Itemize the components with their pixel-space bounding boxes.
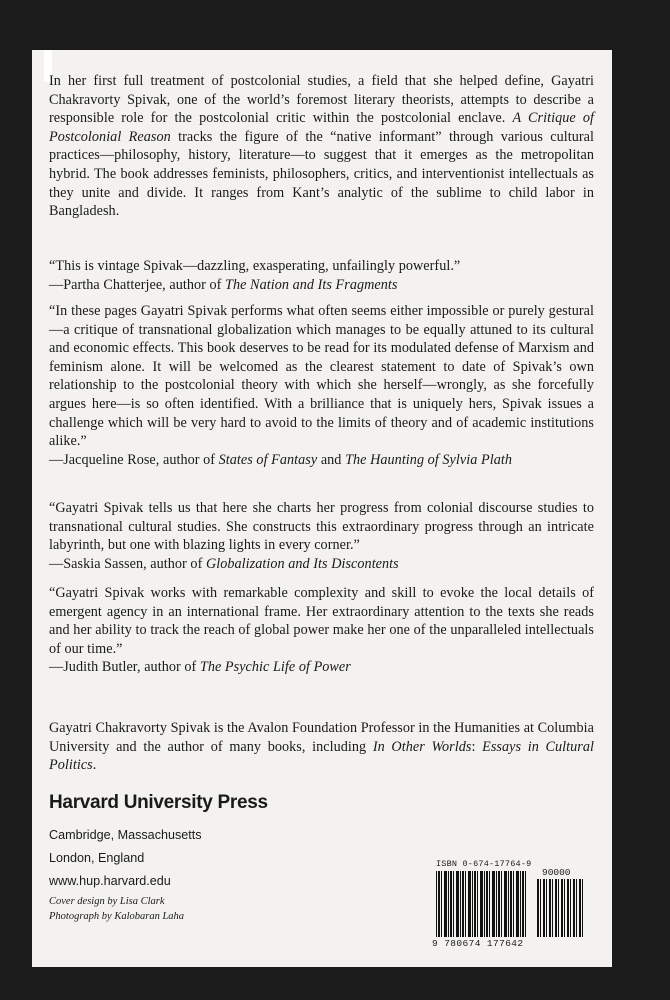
isbn-label: ISBN 0-674-17764-9 [436,859,532,869]
quote-text: “Gayatri Spivak tells us that here she charts her progress from colonial discourse studies to transnational cultural studies. She constructs this extraordinary progress through an intricate labyrinth, but one with blazing lights in every corner.” [49,500,594,554]
photo-credit: Photograph by Kalobaran Laha [49,911,185,922]
quote-2 [49,302,594,469]
quote-1 [49,257,594,294]
book-title: A Critique of Postcolonial Reason [49,110,594,145]
quote-attribution: —Partha Chatterjee, author of The Nation and Its Fragments [49,276,398,293]
intro-text: In her first full treatment of postcolonial studies, a field that she helped define, Gayatri Chakravorty Spivak, one of the world’s foremost literary theorists, attempts to describe a responsible role for the postcolonial critic within the postcolonial enclave. [49,73,594,127]
quote-text: “Gayatri Spivak works with remarkable complexity and skill to evoke the local details of emergent agency in an international frame. Her extraordinary attention to the texts she reads and her ability to track the reach of global power make her one of the unparalleled intellectuals of our time.” [49,585,594,657]
cover-design-credit: Cover design by Lisa Clark [49,896,165,907]
ean-number: 9 780674 177642 [432,938,524,949]
publisher-name: Harvard University Press [49,792,268,813]
intro-paragraph [49,72,594,221]
publisher-location: London, England [49,851,145,865]
barcode [432,859,586,951]
quote-3 [49,499,594,573]
quote-4 [49,584,594,677]
quote-attribution: —Jacqueline Rose, author of States of Fantasy and The Haunting of Sylvia Plath [49,451,512,468]
quote-attribution: —Judith Butler, author of The Psychic Life of Power [49,659,351,676]
author-bio: Gayatri Chakravorty Spivak is the Avalon Foundation Professor in the Humanities at Columbia University and the author of many books, including In Other Worlds: Essays in Cultural Politics. [49,720,594,774]
barcode-main-bars [436,871,528,937]
quote-attribution: —Saskia Sassen, author of Globalization and Its Discontents [49,555,399,572]
barcode-addon-bars [537,879,583,937]
back-cover [32,50,612,967]
quote-text: “In these pages Gayatri Spivak performs what often seems either impossible or purely gestural—a critique of transnational globalization which manages to be equally attuned to its cultural and economic effects. This book deserves to be read for its modulated defense of Marxism and feminism alone. It will be welcomed as the clearest statement to date of Spivak’s own relationship to the postcolonial theory with which she herself—wrongly, as she forcefully argues here—is so often identified. With a brilliance that is uniquely hers, Spivak issues a challenge which will be very hard to avoid to the limits of theory and of academic institutions alike.” [49,303,594,450]
intro-text-cont: tracks the figure of the “native informant” through various cultural practices—philosophy, history, literature—to suggest that it emerges as the metropolitan hybrid. The book addresses feminists, philosophers, critics, and interventionist intellectuals as they unite and divide. It ranges from Kant’s analytic of the sublime to child labor in Bangladesh. [49,128,594,220]
quote-text: “This is vintage Spivak—dazzling, exasperating, unfailingly powerful.” [49,258,461,274]
publisher-website: www.hup.harvard.edu [49,874,171,888]
publisher-city: Cambridge, Massachusetts [49,828,202,842]
barcode-addon-number: 90000 [542,867,571,878]
